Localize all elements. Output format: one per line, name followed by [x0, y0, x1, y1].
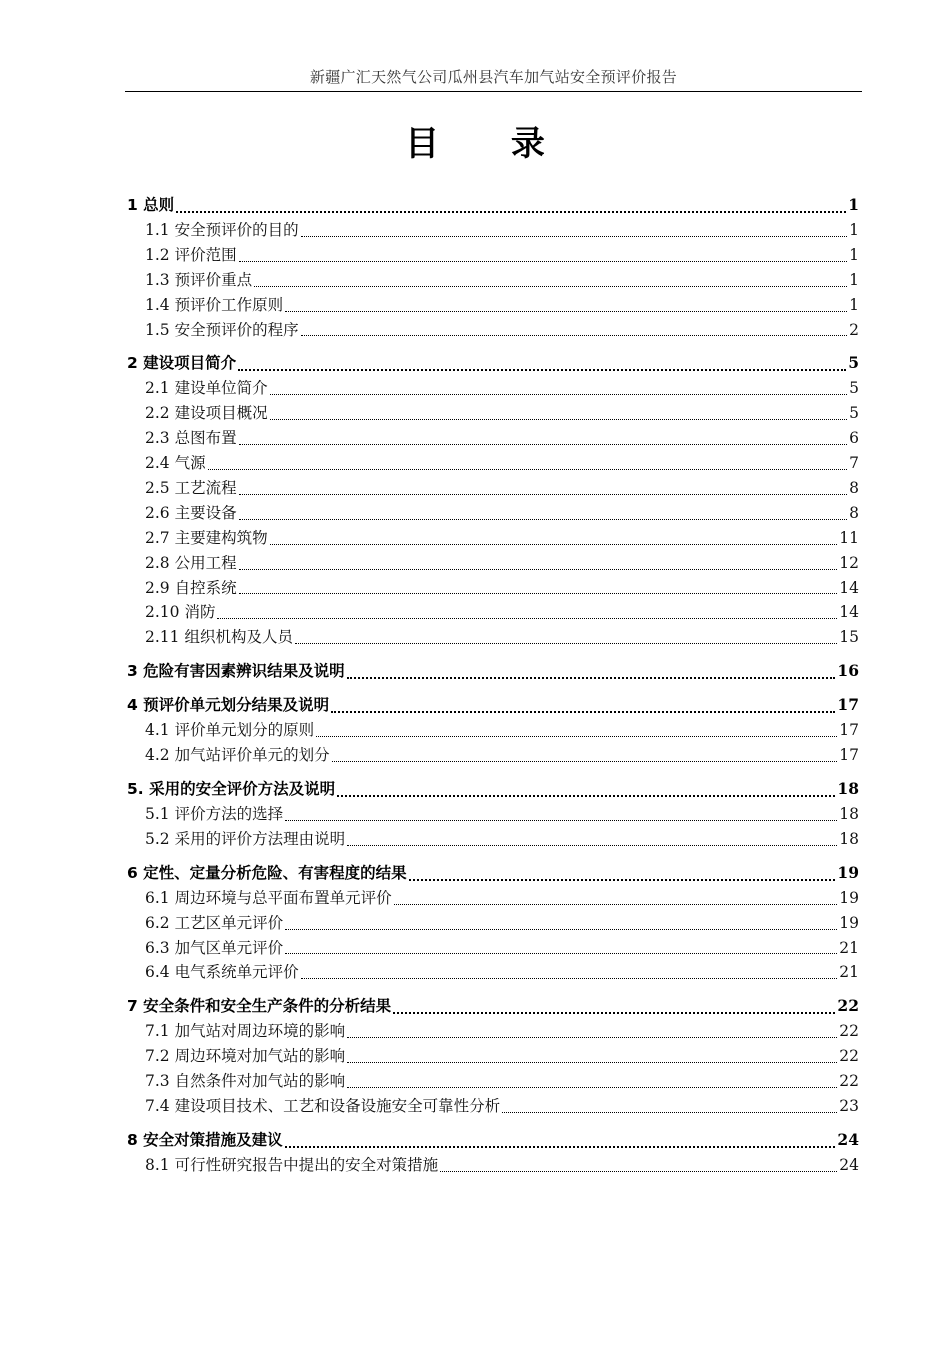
toc-entry-label: 3 危险有害因素辨识结果及说明: [127, 662, 345, 681]
toc-page-number: 16: [837, 661, 859, 681]
toc-entry-label: 6 定性、定量分析危险、有害程度的结果: [127, 863, 407, 882]
toc-dot-leader: [238, 369, 846, 371]
toc-chapter-entry[interactable]: [127, 993, 859, 1019]
toc-page-number: 17: [837, 695, 859, 715]
toc-page-number: 18: [837, 779, 859, 799]
toc-entry-label: 2.9 自控系统: [145, 578, 237, 597]
toc-dot-leader: [440, 1171, 837, 1172]
toc-dot-leader: [347, 845, 837, 846]
toc-dot-leader: [394, 904, 838, 905]
toc-page-number: 8: [849, 479, 859, 497]
toc-page-number: 7: [849, 454, 859, 473]
toc-entry-label: 1.4 预评价工作原则: [145, 295, 284, 314]
toc-entry-label: 4 预评价单元划分结果及说明: [127, 696, 330, 715]
toc-entry-label: 6.3 加气区单元评价: [145, 938, 284, 957]
toc-page-number: 5: [849, 404, 859, 423]
toc-section-entry[interactable]: [127, 802, 859, 827]
toc-entry-label: 6.2 工艺区单元评价: [145, 913, 284, 932]
toc-entry-label: 2.10 消防: [145, 603, 216, 622]
toc-dot-leader: [208, 469, 848, 470]
toc-entry-label: 5. 采用的安全评价方法及说明: [127, 780, 336, 799]
toc-page-number: 1: [849, 270, 859, 289]
toc-entry-label: 7.3 自然条件对加气站的影响: [145, 1072, 346, 1091]
toc-page-number: 14: [839, 603, 859, 622]
toc-section-entry[interactable]: [127, 451, 859, 476]
toc-page-number: 19: [839, 913, 859, 932]
toc-page-number: 22: [839, 1022, 859, 1041]
toc-entry-label: 2.4 气源: [145, 454, 206, 473]
toc-entry-label: 1.1 安全预评价的目的: [145, 220, 299, 239]
toc-entry-label: 7.4 建设项目技术、工艺和设备设施安全可靠性分析: [145, 1097, 501, 1116]
toc-page-number: 22: [837, 996, 859, 1016]
toc-section-entry[interactable]: [127, 501, 859, 526]
toc-entry-label: 2.3 总图布置: [145, 429, 237, 448]
toc-page-number: 2: [849, 320, 859, 339]
toc-page-number: 11: [839, 528, 859, 547]
toc-section-entry[interactable]: [127, 526, 859, 551]
page-title: 目 录: [405, 124, 575, 164]
toc-dot-leader: [331, 711, 835, 713]
toc-entry-label: 8.1 可行性研究报告中提出的安全对策措施: [145, 1155, 439, 1174]
toc-section-entry[interactable]: [127, 218, 859, 243]
toc-dot-leader: [332, 761, 838, 762]
toc-entry-label: 5.1 评价方法的选择: [145, 805, 284, 824]
toc-section-entry[interactable]: [127, 576, 859, 601]
toc-section-entry[interactable]: [127, 293, 859, 318]
toc-page-number: 8: [849, 503, 859, 522]
toc-section-entry[interactable]: [127, 318, 859, 343]
toc-section-entry[interactable]: [127, 600, 859, 625]
toc-section-entry[interactable]: [127, 911, 859, 936]
toc-page-number: 18: [839, 805, 859, 824]
toc-chapter-entry[interactable]: [127, 1127, 859, 1153]
toc-entry-label: 2.6 主要设备: [145, 503, 237, 522]
toc-dot-leader: [347, 1087, 837, 1088]
toc-chapter-entry[interactable]: [127, 692, 859, 718]
toc-section-entry[interactable]: [127, 551, 859, 576]
table-of-contents: [127, 192, 859, 1178]
toc-page-number: 19: [837, 862, 859, 882]
toc-page-number: 21: [839, 963, 859, 982]
toc-dot-leader: [239, 261, 848, 262]
toc-section-entry[interactable]: [127, 476, 859, 501]
toc-dot-leader: [409, 879, 836, 881]
toc-entry-label: 1 总则: [127, 196, 175, 214]
toc-section-entry[interactable]: [127, 1069, 859, 1094]
toc-dot-leader: [270, 544, 838, 545]
toc-dot-leader: [337, 795, 835, 797]
header-rule: [125, 91, 862, 92]
toc-entry-label: 1.3 预评价重点: [145, 270, 253, 289]
toc-chapter-entry[interactable]: [127, 658, 859, 684]
toc-entry-label: 1.2 评价范围: [145, 245, 237, 264]
toc-dot-leader: [285, 953, 837, 954]
toc-dot-leader: [393, 1012, 835, 1014]
toc-section-entry[interactable]: [127, 243, 859, 268]
toc-section-entry[interactable]: [127, 743, 859, 768]
toc-dot-leader: [285, 311, 847, 312]
toc-page-number: 1: [849, 245, 859, 264]
toc-page-number: 24: [839, 1155, 859, 1174]
toc-section-entry[interactable]: [127, 827, 859, 852]
toc-page-number: 22: [839, 1047, 859, 1066]
toc-entry-label: 2.5 工艺流程: [145, 479, 237, 497]
toc-section-entry[interactable]: [127, 718, 859, 743]
toc-entry-label: 2.7 主要建构筑物: [145, 528, 268, 547]
toc-entry-label: 2.8 公用工程: [145, 553, 237, 572]
toc-page-number: 12: [839, 553, 859, 572]
toc-dot-leader: [239, 593, 838, 594]
toc-section-entry[interactable]: [127, 1019, 859, 1044]
toc-entry-label: 6.1 周边环境与总平面布置单元评价: [145, 888, 392, 907]
toc-page-number: 6: [849, 429, 859, 448]
toc-dot-leader: [502, 1112, 837, 1113]
toc-dot-leader: [295, 643, 837, 644]
toc-dot-leader: [239, 444, 848, 445]
toc-entry-label: 7.1 加气站对周边环境的影响: [145, 1022, 346, 1041]
toc-entry-label: 7 安全条件和安全生产条件的分析结果: [127, 997, 392, 1016]
toc-dot-leader: [301, 236, 848, 237]
toc-section-entry[interactable]: [127, 886, 859, 911]
toc-page-number: 15: [839, 628, 859, 647]
toc-dot-leader: [301, 335, 848, 336]
toc-section-entry[interactable]: [127, 1153, 859, 1178]
toc-section-entry[interactable]: [127, 1044, 859, 1069]
toc-section-entry[interactable]: [127, 1094, 859, 1119]
toc-page-number: 14: [839, 578, 859, 597]
toc-page-number: 17: [839, 721, 859, 740]
toc-dot-leader: [301, 978, 838, 979]
toc-section-entry[interactable]: [127, 401, 859, 426]
toc-section-entry[interactable]: [127, 426, 859, 451]
toc-dot-leader: [347, 1037, 837, 1038]
toc-dot-leader: [239, 494, 848, 495]
toc-entry-label: 6.4 电气系统单元评价: [145, 963, 299, 982]
toc-dot-leader: [239, 569, 838, 570]
toc-dot-leader: [270, 394, 848, 395]
toc-dot-leader: [285, 1146, 836, 1148]
toc-page-number: 5: [849, 379, 859, 398]
toc-entry-label: 2 建设项目简介: [127, 354, 237, 373]
toc-dot-leader: [285, 929, 837, 930]
toc-dot-leader: [254, 286, 847, 287]
toc-page-number: 22: [839, 1072, 859, 1091]
toc-entry-label: 4.2 加气站评价单元的划分: [145, 746, 330, 765]
toc-section-entry[interactable]: [127, 625, 859, 650]
toc-page-number: 21: [839, 938, 859, 957]
toc-section-entry[interactable]: [127, 960, 859, 985]
toc-page-number: 17: [839, 746, 859, 765]
toc-dot-leader: [347, 677, 836, 679]
toc-page-number: 24: [837, 1129, 859, 1149]
page-header: 新疆广汇天然气公司瓜州县汽车加气站安全预评价报告: [309, 68, 678, 86]
toc-page-number: 1: [849, 295, 859, 314]
toc-entry-label: 2.11 组织机构及人员: [145, 628, 293, 647]
toc-dot-leader: [217, 618, 837, 619]
toc-entry-label: 1.5 安全预评价的程序: [145, 320, 299, 339]
toc-dot-leader: [316, 736, 837, 737]
toc-section-entry[interactable]: [127, 936, 859, 961]
toc-entry-label: 2.1 建设单位简介: [145, 379, 268, 398]
toc-dot-leader: [176, 211, 846, 213]
toc-chapter-entry[interactable]: [127, 776, 859, 802]
toc-dot-leader: [347, 1062, 837, 1063]
toc-dot-leader: [239, 519, 848, 520]
toc-chapter-entry[interactable]: [127, 192, 859, 218]
toc-entry-label: 4.1 评价单元划分的原则: [145, 721, 315, 740]
toc-chapter-entry[interactable]: [127, 860, 859, 886]
toc-entry-label: 2.2 建设项目概况: [145, 404, 268, 423]
toc-entry-label: 7.2 周边环境对加气站的影响: [145, 1047, 346, 1066]
toc-entry-label: 5.2 采用的评价方法理由说明: [145, 829, 346, 848]
toc-page-number: 18: [839, 829, 859, 848]
toc-section-entry[interactable]: [127, 268, 859, 293]
toc-page-number: 1: [848, 195, 859, 214]
toc-chapter-entry[interactable]: [127, 350, 859, 376]
toc-section-entry[interactable]: [127, 376, 859, 401]
toc-page-number: 23: [839, 1097, 859, 1116]
toc-dot-leader: [270, 419, 848, 420]
toc-page-number: 19: [839, 888, 859, 907]
toc-dot-leader: [285, 820, 837, 821]
toc-page-number: 5: [848, 353, 859, 373]
toc-entry-label: 8 安全对策措施及建议: [127, 1130, 283, 1149]
toc-page-number: 1: [849, 220, 859, 239]
